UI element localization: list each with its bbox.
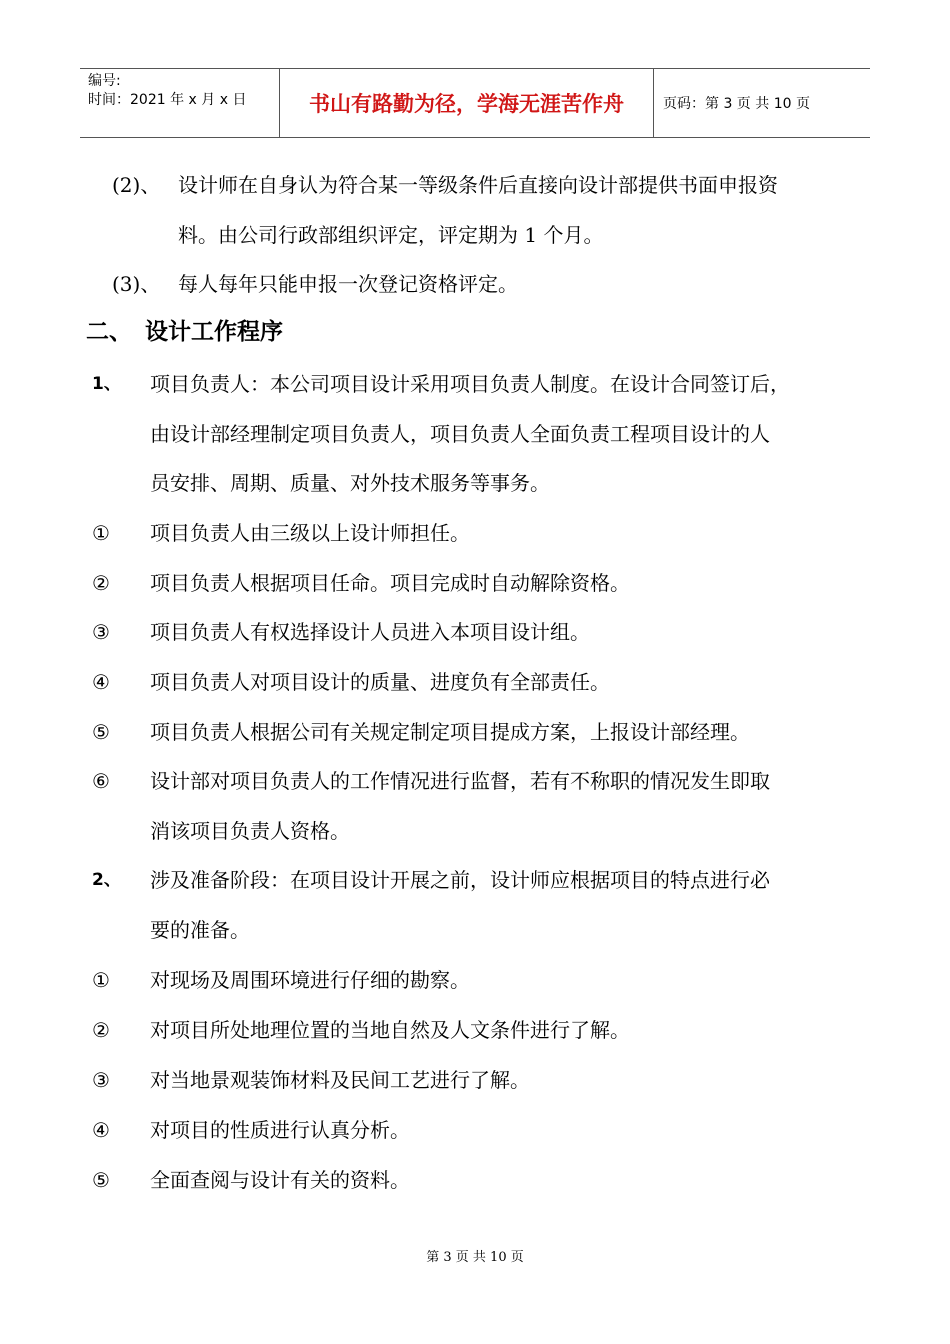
list-item-text: 对项目的性质进行认真分析。 bbox=[150, 1118, 410, 1142]
list-item-text: 消该项目负责人资格。 bbox=[150, 819, 350, 843]
circled-number: ② bbox=[92, 1018, 110, 1042]
step-text: 涉及准备阶段：在项目设计开展之前，设计师应根据项目的特点进行必 bbox=[150, 868, 770, 892]
list-item-text: 项目负责人根据公司有关规定制定项目提成方案，上报设计部经理。 bbox=[150, 720, 750, 744]
page-footer: 第 3 页 共 10 页 bbox=[426, 1250, 524, 1265]
paragraph-marker: (2)、 bbox=[112, 173, 161, 197]
number-label: 编号: bbox=[88, 73, 121, 89]
list-item-text: 项目负责人对项目设计的质量、进度负有全部责任。 bbox=[150, 670, 610, 694]
circled-number: ③ bbox=[92, 1068, 110, 1092]
circled-number: ② bbox=[92, 571, 110, 595]
list-item-text: 设计部对项目负责人的工作情况进行监督，若有不称职的情况发生即取 bbox=[150, 769, 770, 793]
header-meta bbox=[80, 69, 280, 137]
paragraph-text: 每人每年只能申报一次登记资格评定。 bbox=[178, 272, 518, 296]
paragraph-text: 料。由公司行政部组织评定，评定期为 1 个月。 bbox=[178, 223, 604, 247]
circled-number: ④ bbox=[92, 670, 110, 694]
circled-number: ① bbox=[92, 521, 110, 545]
step-marker: 1、 bbox=[92, 374, 121, 394]
time-label: 时间：2021 年 x 月 x 日 bbox=[88, 92, 247, 108]
list-item-text: 项目负责人有权选择设计人员进入本项目设计组。 bbox=[150, 620, 590, 644]
header-motto: 书山有路勤为径，学海无涯苦作舟 bbox=[280, 69, 654, 137]
step-text: 员安排、周期、质量、对外技术服务等事务。 bbox=[150, 471, 550, 495]
list-item-text: 对现场及周围环境进行仔细的勘察。 bbox=[150, 968, 470, 992]
circled-number: ① bbox=[92, 968, 110, 992]
paragraph-text: 设计师在自身认为符合某一等级条件后直接向设计部提供书面申报资 bbox=[178, 173, 778, 197]
circled-number: ③ bbox=[92, 620, 110, 644]
circled-number: ④ bbox=[92, 1118, 110, 1142]
list-item-text: 项目负责人根据项目任命。项目完成时自动解除资格。 bbox=[150, 571, 630, 595]
list-item-text: 对项目所处地理位置的当地自然及人文条件进行了解。 bbox=[150, 1018, 630, 1042]
list-item-text: 项目负责人由三级以上设计师担任。 bbox=[150, 521, 470, 545]
step-text: 项目负责人：本公司项目设计采用项目负责人制度。在设计合同签订后， bbox=[150, 372, 790, 396]
circled-number: ⑥ bbox=[92, 769, 110, 793]
step-text: 由设计部经理制定项目负责人，项目负责人全面负责工程项目设计的人 bbox=[150, 422, 770, 446]
section-title: 设计工作程序 bbox=[145, 318, 283, 345]
paragraph-marker: (3)、 bbox=[112, 272, 161, 296]
circled-number: ⑤ bbox=[92, 720, 110, 744]
step-marker: 2、 bbox=[92, 870, 121, 890]
circled-number: ⑤ bbox=[92, 1168, 110, 1192]
list-item-text: 对当地景观装饰材料及民间工艺进行了解。 bbox=[150, 1068, 530, 1092]
step-text: 要的准备。 bbox=[150, 918, 250, 942]
page-header bbox=[80, 68, 870, 138]
list-item-text: 全面查阅与设计有关的资料。 bbox=[150, 1168, 410, 1192]
header-page-info: 页码：第 3 页 共 10 页 bbox=[663, 96, 810, 112]
section-marker: 二、 bbox=[86, 318, 132, 345]
